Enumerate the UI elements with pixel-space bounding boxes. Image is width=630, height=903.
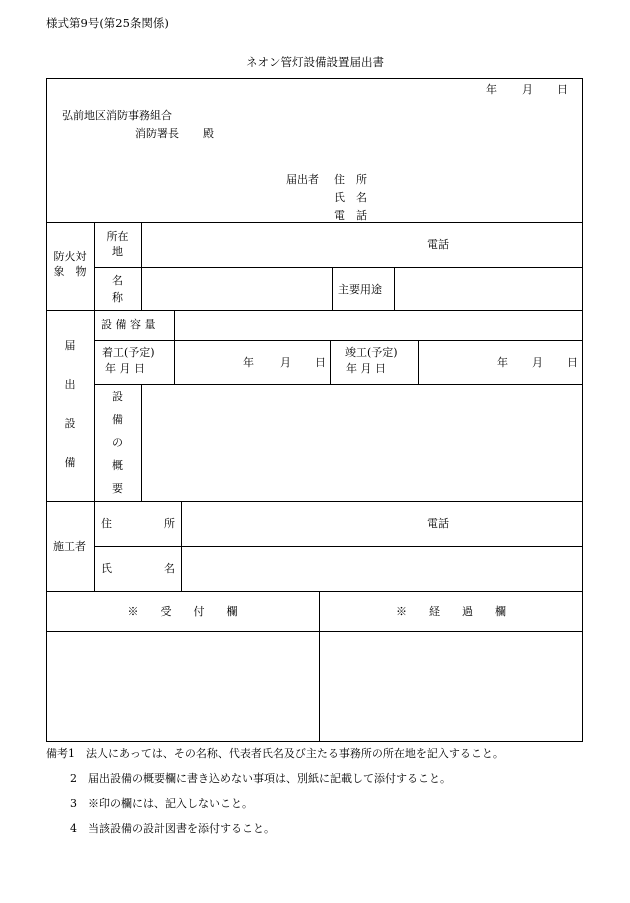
grid-line: [46, 310, 583, 311]
date-month: 月: [522, 83, 533, 96]
note-2: 2 届出設備の概要欄に書き込めない事項は、別紙に記載して添付すること。: [70, 772, 451, 785]
grid-line: [46, 631, 583, 632]
start-day: 日: [315, 356, 326, 369]
grid-line: [330, 340, 331, 384]
grid-line: [332, 267, 333, 310]
end-day: 日: [567, 356, 578, 369]
date-day: 日: [557, 83, 568, 96]
form-number: 様式第9号(第25条関係): [46, 16, 169, 30]
start-year: 年: [243, 356, 254, 369]
applicant-label: 届出者: [286, 173, 319, 186]
grid-line: [141, 222, 142, 310]
note-1: 備考1 法人にあっては、その名称、代表者氏名及び主たる事務所の所在地を記入すること。: [46, 747, 504, 760]
reception-header: ※ 受 付 欄: [127, 605, 238, 618]
location-tel-label: 電話: [427, 238, 449, 251]
location-label: 所在 地: [106, 230, 129, 258]
grid-line: [46, 222, 583, 223]
usage-label: 主要用途: [338, 283, 382, 296]
grid-line: [46, 501, 583, 502]
grid-line: [46, 591, 583, 592]
contractor-address-label-a: 住: [101, 517, 112, 530]
note-4: 4 当該設備の設計図書を添付すること。: [70, 822, 275, 835]
form-title: ネオン管灯設備設置届出書: [246, 55, 384, 69]
applicant-address-label: 住 所: [334, 173, 367, 186]
contractor-name-label-a: 氏: [101, 562, 112, 575]
note-3: 3 ※印の欄には、記入しないこと。: [70, 797, 253, 810]
grid-line: [94, 340, 583, 341]
grid-line: [94, 267, 583, 268]
end-date-label: 年 月 日: [346, 362, 386, 375]
date-year: 年: [486, 83, 497, 96]
addressee-chief: 消防署長: [135, 127, 179, 140]
contractor-address-label-b: 所: [164, 517, 175, 530]
addressee-honorific: 殿: [203, 127, 214, 140]
addressee-org: 弘前地区消防事務組合: [62, 109, 172, 122]
applicant-name-label: 氏 名: [334, 191, 367, 204]
capacity-label: 設 備 容 量: [101, 318, 156, 331]
grid-line: [141, 384, 142, 501]
progress-header: ※ 経 過 欄: [396, 605, 506, 618]
applicant-tel-label: 電 話: [334, 209, 367, 222]
grid-line: [394, 267, 395, 310]
start-month: 月: [280, 356, 291, 369]
grid-line: [94, 546, 583, 547]
contractor-tel-label: 電話: [427, 517, 449, 530]
summary-label: 設 備 の 概 要: [112, 390, 123, 495]
grid-line: [174, 310, 175, 384]
name-label: 名 称: [112, 274, 123, 304]
grid-line: [418, 340, 419, 384]
target-label: 防火対 象 物: [53, 250, 87, 278]
end-month: 月: [532, 356, 543, 369]
grid-line: [181, 501, 182, 591]
start-label: 着工(予定): [102, 346, 155, 359]
contractor-name-label-b: 名: [164, 562, 175, 575]
equipment-label: 届 出 設 備: [64, 339, 76, 469]
grid-line: [94, 384, 583, 385]
end-label: 竣工(予定): [345, 346, 398, 359]
start-date-label: 年 月 日: [105, 362, 145, 375]
contractor-label: 施工者: [53, 540, 86, 553]
end-year: 年: [497, 356, 508, 369]
